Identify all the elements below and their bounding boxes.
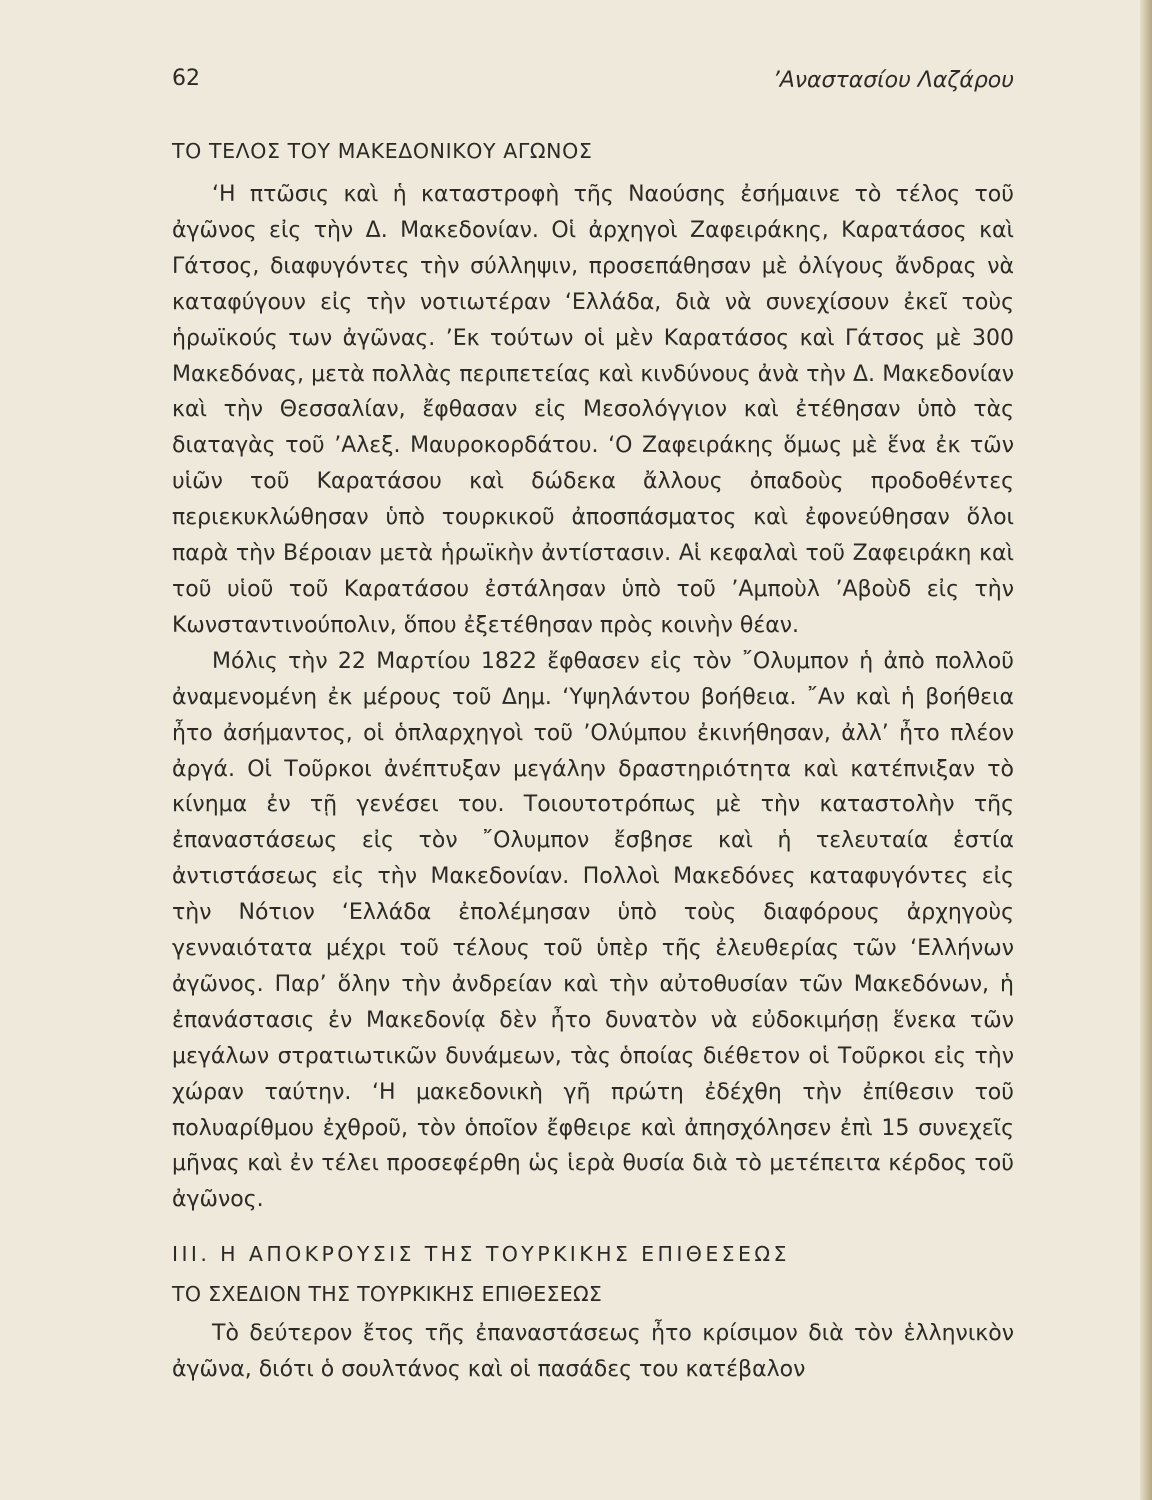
page-header	[172, 66, 1014, 102]
page-edge	[1140, 0, 1152, 1500]
chapter-title: ΤΟ ΤΕΛΟΣ ΤΟΥ ΜΑΚΕΔΟΝΙΚΟΥ ΑΓΩΝΟΣ	[172, 139, 593, 163]
page-number: 62	[172, 66, 200, 91]
section-heading: ΙΙΙ. Η ΑΠΟΚΡΟΥΣΙΣ ΤΗΣ ΤΟΥΡΚΙΚΗΣ ΕΠΙΘΕΣΕΩΣ	[172, 1242, 790, 1267]
page-body	[172, 133, 1014, 1388]
section-spacer	[172, 1218, 1014, 1236]
paragraph-1: ‘Η πτῶσις καὶ ἡ καταστροφὴ τῆς Ναούσης ἐσήμαινε τὸ τέλος τοῦ ἀγῶνος εἰς τὴν Δ. Μακεδονίαν. Οἱ ἀρχηγοὶ Ζαφειράκης, Καρατάσος καὶ Γάτσος, διαφυγόντες τὴν σύλληψιν, προσεπάθησαν μὲ ὀλίγους ἄνδρας νὰ καταφύγουν εἰς τὴν νοτιωτέραν ‘Ελλάδα, διὰ νὰ συνεχίσουν ἐκεῖ τοὺς ἡρωϊκούς των ἀγῶνας. ’Εκ τούτων οἱ μὲν Καρατάσος καὶ Γάτσος μὲ 300 Μακεδόνας, μετὰ πολλὰς περιπετείας καὶ κινδύνους ἀνὰ τὴν Δ. Μακεδονίαν καὶ τὴν Θεσσαλίαν, ἔφθασαν εἰς Μεσολόγγιον καὶ ἐτέθησαν ὑπὸ τὰς διαταγὰς τοῦ ’Αλεξ. Μαυροκορδάτου. ‘Ο Ζαφειράκης ὅμως μὲ ἕνα ἐκ τῶν υἱῶν τοῦ Καρατάσου καὶ δώδεκα ἄλλους ὀπαδοὺς προδοθέντες περιεκυκλώθησαν ὑπὸ τουρκικοῦ ἀποσπάσματος καὶ ἐφονεύθησαν ὅλοι παρὰ τὴν Βέροιαν μετὰ ἡρωϊκὴν ἀντίστασιν. Αἱ κεφαλαὶ τοῦ Ζαφειράκη καὶ τοῦ υἱοῦ τοῦ Καρατάσου ἐστάλησαν ὑπὸ τοῦ ’Αμποὺλ ’Αβοὺδ εἰς τὴν Κωνσταντινούπολιν, ὅπου ἐξετέθησαν πρὸς κοινὴν θέαν.	[172, 182, 1014, 638]
sub-heading: ΤΟ ΣΧΕΔΙΟΝ ΤΗΣ ΤΟΥΡΚΙΚΗΣ ΕΠΙΘΕΣΕΩΣ	[172, 1282, 603, 1307]
paragraph-3: Τὸ δεύτερον ἔτος τῆς ἐπαναστάσεως ἦτο κρίσιμον διὰ τὸν ἑλληνικὸν ἀγῶνα, διότι ὁ σουλτάνος καὶ οἱ πασάδες του κατέβαλον	[172, 1321, 1014, 1383]
running-head: ’Αναστασίου Λαζάρου	[772, 68, 1014, 93]
paragraph-2: Μόλις τὴν 22 Μαρτίου 1822 ἔφθασεν εἰς τὸν ῎Ολυμπον ἡ ἀπὸ πολλοῦ ἀναμενομένη ἐκ μέρους τοῦ Δημ. ‘Υψηλάντου βοήθεια. ῎Αν καὶ ἡ βοήθεια ἦτο ἀσήμαντος, οἱ ὁπλαρχηγοὶ τοῦ ’Ολύμπου ἐκινήθησαν, ἀλλ’ ἦτο πλέον ἀργά. Οἱ Τοῦρκοι ἀνέπτυξαν μεγάλην δραστηριότητα καὶ κατέπνιξαν τὸ κίνημα ἐν τῇ γενέσει του. Τοιουτοτρόπως μὲ τὴν καταστολὴν τῆς ἐπαναστάσεως εἰς τὸν ῎Ολυμπον ἔσβησε καὶ ἡ τελευταία ἑστία ἀντιστάσεως εἰς τὴν Μακεδονίαν. Πολλοὶ Μακεδόνες καταφυγόντες εἰς τὴν Νότιον ‘Ελλάδα ἐπολέμησαν ὑπὸ τοὺς διαφόρους ἀρχηγοὺς γενναιότατα μέχρι τοῦ τέλους τοῦ ὑπὲρ τῆς ἐλευθερίας τῶν ‘Ελλήνων ἀγῶνος. Παρ’ ὅλην τὴν ἀνδρείαν καὶ τὴν αὐτοθυσίαν τῶν Μακεδόνων, ἡ ἐπανάστασις ἐν Μακεδονίᾳ δὲν ἦτο δυνατὸν νὰ εὐδοκιμήσῃ ἕνεκα τῶν μεγάλων στρατιωτικῶν δυνάμεων, τὰς ὁποίας διέθετον οἱ Τοῦρκοι εἰς τὴν χώραν ταύτην. ‘Η μακεδονικὴ γῆ πρώτη ἐδέχθη τὴν ἐπίθεσιν τοῦ πολυαρίθμου ἐχθροῦ, τὸν ὁποῖον ἔφθειρε καὶ ἀπησχόλησεν ἐπὶ 15 συνεχεῖς μῆνας καὶ ἐν τέλει προσεφέρθη ὡς ἱερὰ θυσία διὰ τὸ μετέπειτα κέρδος τοῦ ἀγῶνος.	[172, 648, 1014, 1213]
